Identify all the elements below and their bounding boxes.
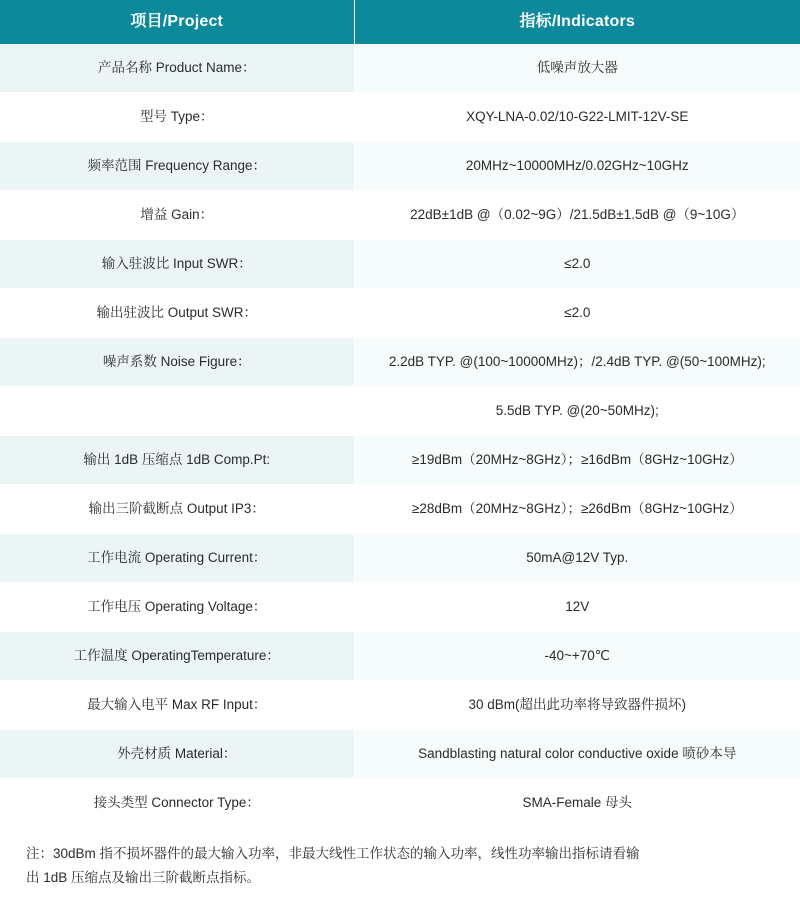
cell-project: 型号 Type： xyxy=(0,93,354,142)
cell-project: 噪声系数 Noise Figure： xyxy=(0,338,354,387)
table-row xyxy=(0,436,800,485)
cell-project: 工作温度 OperatingTemperature： xyxy=(0,632,354,681)
cell-indicator: 22dB±1dB @（0.02~9G）/21.5dB±1.5dB @（9~10G） xyxy=(354,191,800,240)
cell-indicator: Sandblasting natural color conductive oxide 喷砂本导 xyxy=(354,730,800,779)
table-row xyxy=(0,191,800,240)
cell-project: 输入驻波比 Input SWR： xyxy=(0,240,354,289)
table-row xyxy=(0,681,800,730)
cell-project: 增益 Gain： xyxy=(0,191,354,240)
cell-project: 最大输入电平 Max RF Input： xyxy=(0,681,354,730)
table-row xyxy=(0,338,800,387)
table-row xyxy=(0,387,800,436)
column-header-project: 项目/Project xyxy=(0,0,354,44)
cell-indicator: 2.2dB TYP. @(100~10000MHz)；/2.4dB TYP. @(50~100MHz); xyxy=(354,338,800,387)
cell-indicator: SMA-Female 母头 xyxy=(354,779,800,828)
column-header-indicators: 指标/Indicators xyxy=(354,0,800,44)
table-body xyxy=(0,44,800,828)
cell-indicator: 30 dBm(超出此功率将导致器件损坏) xyxy=(354,681,800,730)
table-row xyxy=(0,289,800,338)
footnote-line-2: 出 1dB 压缩点及输出三阶截断点指标。 xyxy=(26,869,261,885)
cell-project xyxy=(0,387,354,436)
cell-project: 工作电压 Operating Voltage： xyxy=(0,583,354,632)
cell-indicator: XQY-LNA-0.02/10-G22-LMIT-12V-SE xyxy=(354,93,800,142)
cell-indicator: ≥28dBm（20MHz~8GHz）；≥26dBm（8GHz~10GHz） xyxy=(354,485,800,534)
table-row xyxy=(0,779,800,828)
cell-indicator: 5.5dB TYP. @(20~50MHz); xyxy=(354,387,800,436)
footnote-line-1: 注：30dBm 指不损坏器件的最大输入功率，非最大线性工作状态的输入功率，线性功率输出指标请看输 xyxy=(26,846,640,861)
cell-project: 输出驻波比 Output SWR： xyxy=(0,289,354,338)
cell-indicator: ≤2.0 xyxy=(354,289,800,338)
cell-project: 输出 1dB 压缩点 1dB Comp.Pt: xyxy=(0,436,354,485)
cell-indicator: 50mA@12V Typ. xyxy=(354,534,800,583)
cell-project: 输出三阶截断点 Output IP3： xyxy=(0,485,354,534)
cell-indicator: 20MHz~10000MHz/0.02GHz~10GHz xyxy=(354,142,800,191)
cell-indicator: ≥19dBm（20MHz~8GHz）；≥16dBm（8GHz~10GHz） xyxy=(354,436,800,485)
table-row xyxy=(0,44,800,93)
table-row xyxy=(0,583,800,632)
cell-project: 频率范围 Frequency Range： xyxy=(0,142,354,191)
table-row xyxy=(0,534,800,583)
table-header xyxy=(0,0,800,44)
table-row xyxy=(0,632,800,681)
cell-project: 外壳材质 Material： xyxy=(0,730,354,779)
table-row xyxy=(0,485,800,534)
cell-indicator: ≤2.0 xyxy=(354,240,800,289)
cell-indicator: 低噪声放大器 xyxy=(354,44,800,93)
cell-indicator: -40~+70℃ xyxy=(354,632,800,681)
table-row xyxy=(0,240,800,289)
table-row xyxy=(0,93,800,142)
table-row xyxy=(0,142,800,191)
table-row xyxy=(0,730,800,779)
cell-indicator: 12V xyxy=(354,583,800,632)
table-header-row xyxy=(0,0,800,44)
cell-project: 接头类型 Connector Type： xyxy=(0,779,354,828)
cell-project: 工作电流 Operating Current： xyxy=(0,534,354,583)
cell-project: 产品名称 Product Name： xyxy=(0,44,354,93)
footnote xyxy=(0,828,800,899)
